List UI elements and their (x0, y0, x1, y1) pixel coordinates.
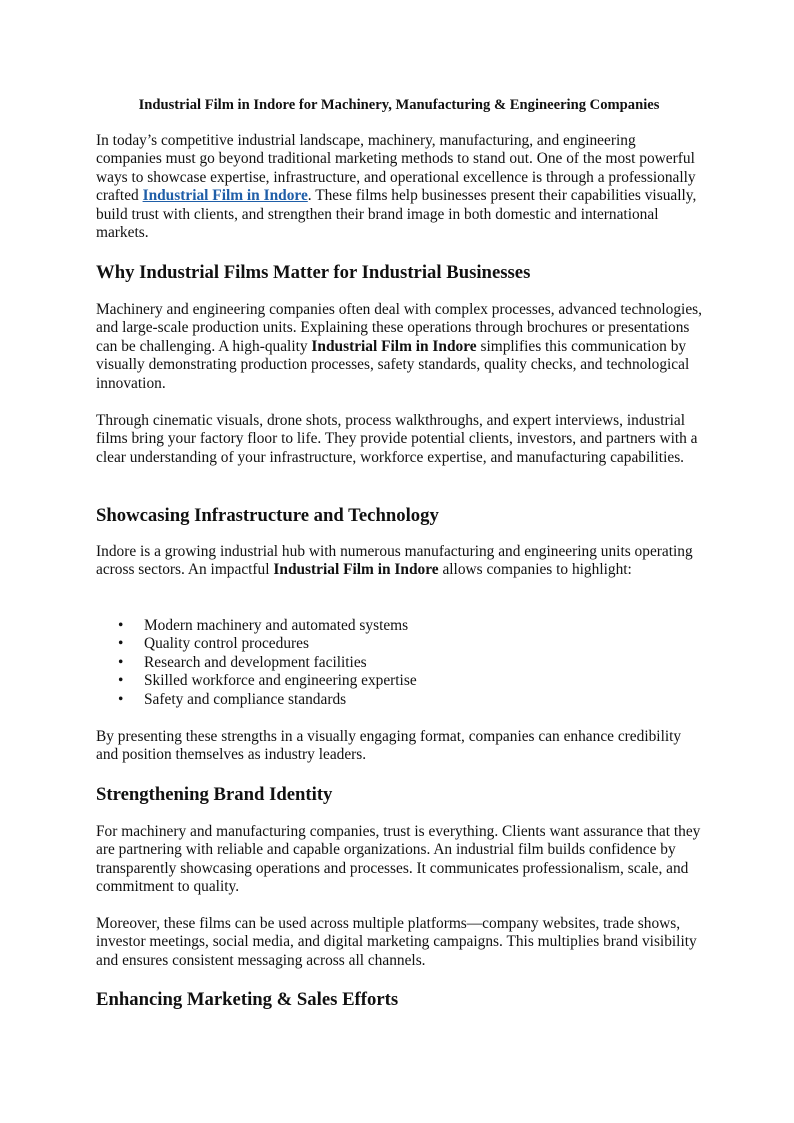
list-item (96, 654, 702, 672)
bullet-icon: • (118, 672, 124, 690)
section-infra-p1-after: allows companies to highlight: (438, 561, 632, 579)
bullet-icon: • (118, 653, 124, 671)
bullet-icon: • (118, 690, 124, 708)
list-item-text: Quality control procedures (144, 635, 309, 653)
section-brand-paragraph-2: Moreover, these films can be used across multiple platforms—company websites, trade shows, investor meetings, social media, and digital marketing campaigns. This multiplies brand visibility and ensures consistent messaging across all channels. (96, 915, 697, 969)
bullet-icon: • (118, 617, 124, 634)
list-item (96, 691, 702, 709)
intro-paragraph (96, 132, 702, 242)
section-infrastructure-paragraph-2: By presenting these strengths in a visually engaging format, companies can enhance credibility and position themselves as industry leaders. (96, 728, 682, 764)
list-item (96, 635, 702, 653)
section-heading-marketing-sales: Enhancing Marketing & Sales Efforts (96, 989, 399, 1010)
section-infra-p1-before: Indore is a growing industrial hub with numerous manufacturing and engineering units operating across sectors. An impactful (96, 543, 693, 579)
list-item (96, 672, 702, 690)
section-heading-infrastructure: Showcasing Infrastructure and Technology (96, 505, 439, 526)
intro-text-before: In today’s competitive industrial landscape, machinery, manufacturing, and engineering companies must go beyond traditional marketing methods to stand out. One of the most powerful ways to showcase expertise, infrastructure, and operational excellence is through a professionally crafted (96, 132, 696, 205)
document-title: Industrial Film in Indore for Machinery, Manufacturing & Engineering Companies (138, 97, 660, 113)
section-why-p1-after: simplifies this communication by visually demonstrating production processes, safety standards, quality checks, and technological innovation. (96, 337, 690, 392)
list-item-text: Research and development facilities (144, 653, 367, 671)
list-item-text: Skilled workforce and engineering expertise (144, 672, 417, 690)
section-heading-brand-identity: Strengthening Brand Identity (96, 784, 333, 805)
section-why-p1-bold: Industrial Film in Indore (311, 337, 477, 355)
list-item-text: Modern machinery and automated systems (144, 617, 409, 634)
section-brand-paragraph-1: For machinery and manufacturing companies, trust is everything. Clients want assurance that they are partnering with reliable and capable organizations. An industrial film builds confidence by transparently showcasing operations and processes. It communicates professionalism, scale, and commitment to quality. (96, 823, 701, 896)
section-why-paragraph-1 (96, 301, 702, 393)
highlight-list (96, 617, 702, 709)
industrial-film-link[interactable]: Industrial Film in Indore (142, 187, 308, 205)
section-infrastructure-paragraph-1 (96, 543, 702, 580)
section-infra-p1-bold: Industrial Film in Indore (273, 561, 439, 579)
section-why-paragraph-2: Through cinematic visuals, drone shots, process walkthroughs, and expert interviews, industrial films bring your factory floor to life. They provide potential clients, investors, and partners with a clear understanding of your infrastructure, workforce expertise, and manufacturing capabilities. (96, 412, 698, 466)
bullet-icon: • (118, 635, 124, 653)
list-item (96, 617, 702, 635)
section-heading-why-industrial-films: Why Industrial Films Matter for Industrial Businesses (96, 262, 531, 283)
list-item-text: Safety and compliance standards (144, 690, 347, 708)
intro-text-after: . These films help businesses present their capabilities visually, build trust with clients, and strengthen their brand image in both domestic and international markets. (96, 187, 697, 242)
section-why-p1-before: Machinery and engineering companies often deal with complex processes, advanced technologies, and large-scale production units. Explaining these operations through brochures or presentations can be challenging. A high-quality (96, 301, 703, 355)
